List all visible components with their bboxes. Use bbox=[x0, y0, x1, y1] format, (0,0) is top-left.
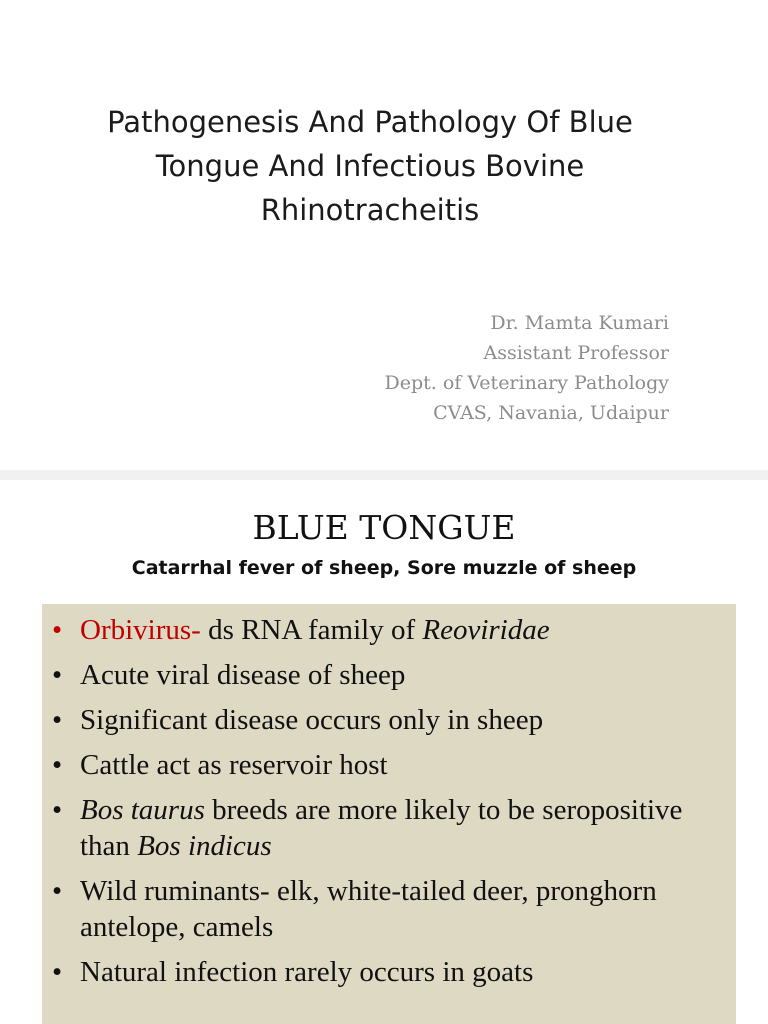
bullet-text: ds RNA family of bbox=[200, 614, 423, 646]
bullet-text: Wild ruminants- elk, white-tailed deer, pronghorn antelope, camels bbox=[80, 875, 657, 943]
bullet-item bbox=[50, 792, 730, 864]
presentation-title bbox=[60, 100, 680, 232]
bullet-text: Acute viral disease of sheep bbox=[80, 659, 406, 691]
bullet-item bbox=[50, 873, 730, 945]
bullet-dot: • bbox=[52, 614, 63, 646]
bullet-item bbox=[50, 747, 730, 783]
title-line-1: Pathogenesis And Pathology Of Blue bbox=[107, 105, 633, 139]
bullet-item bbox=[50, 657, 730, 693]
bullet-dot: • bbox=[52, 659, 63, 691]
author-department: Dept. of Veterinary Pathology bbox=[384, 372, 669, 394]
slide-subtitle: Catarrhal fever of sheep, Sore muzzle of sheep bbox=[131, 557, 637, 579]
bullet-text: Cattle act as reservoir host bbox=[80, 749, 388, 781]
bullet-dot: • bbox=[52, 749, 63, 781]
bullet-list bbox=[50, 612, 730, 999]
bullet-item bbox=[50, 612, 730, 648]
reoviridae-text: Reoviridae bbox=[422, 614, 550, 646]
author-block bbox=[384, 308, 669, 428]
title-slide bbox=[0, 0, 768, 470]
bullet-text: Natural infection rarely occurs in goats bbox=[80, 956, 534, 988]
title-line-3: Rhinotracheitis bbox=[260, 193, 480, 227]
bullet-item bbox=[50, 702, 730, 738]
bos-taurus-text: Bos taurus bbox=[80, 794, 205, 826]
bullet-dot: • bbox=[52, 794, 63, 826]
orbivirus-label: Orbivirus- bbox=[80, 614, 201, 646]
bos-indicus-text: Bos indicus bbox=[137, 830, 272, 862]
blue-tongue-slide bbox=[0, 480, 768, 1024]
bullet-item bbox=[50, 954, 730, 990]
bullet-dot: • bbox=[52, 704, 63, 736]
bullet-box bbox=[42, 604, 736, 1024]
title-line-2: Tongue And Infectious Bovine bbox=[155, 149, 585, 183]
author-position: Assistant Professor bbox=[483, 342, 669, 364]
bullet-dot: • bbox=[52, 875, 63, 907]
bullet-text: breeds are more likely to be seropositive than bbox=[80, 794, 683, 862]
author-name: Dr. Mamta Kumari bbox=[490, 312, 669, 334]
slide-title: BLUE TONGUE bbox=[252, 508, 516, 547]
bullet-dot: • bbox=[52, 956, 63, 988]
slide-separator bbox=[0, 470, 768, 480]
bullet-text: Significant disease occurs only in sheep bbox=[80, 704, 544, 736]
author-institution: CVAS, Navania, Udaipur bbox=[433, 402, 669, 424]
